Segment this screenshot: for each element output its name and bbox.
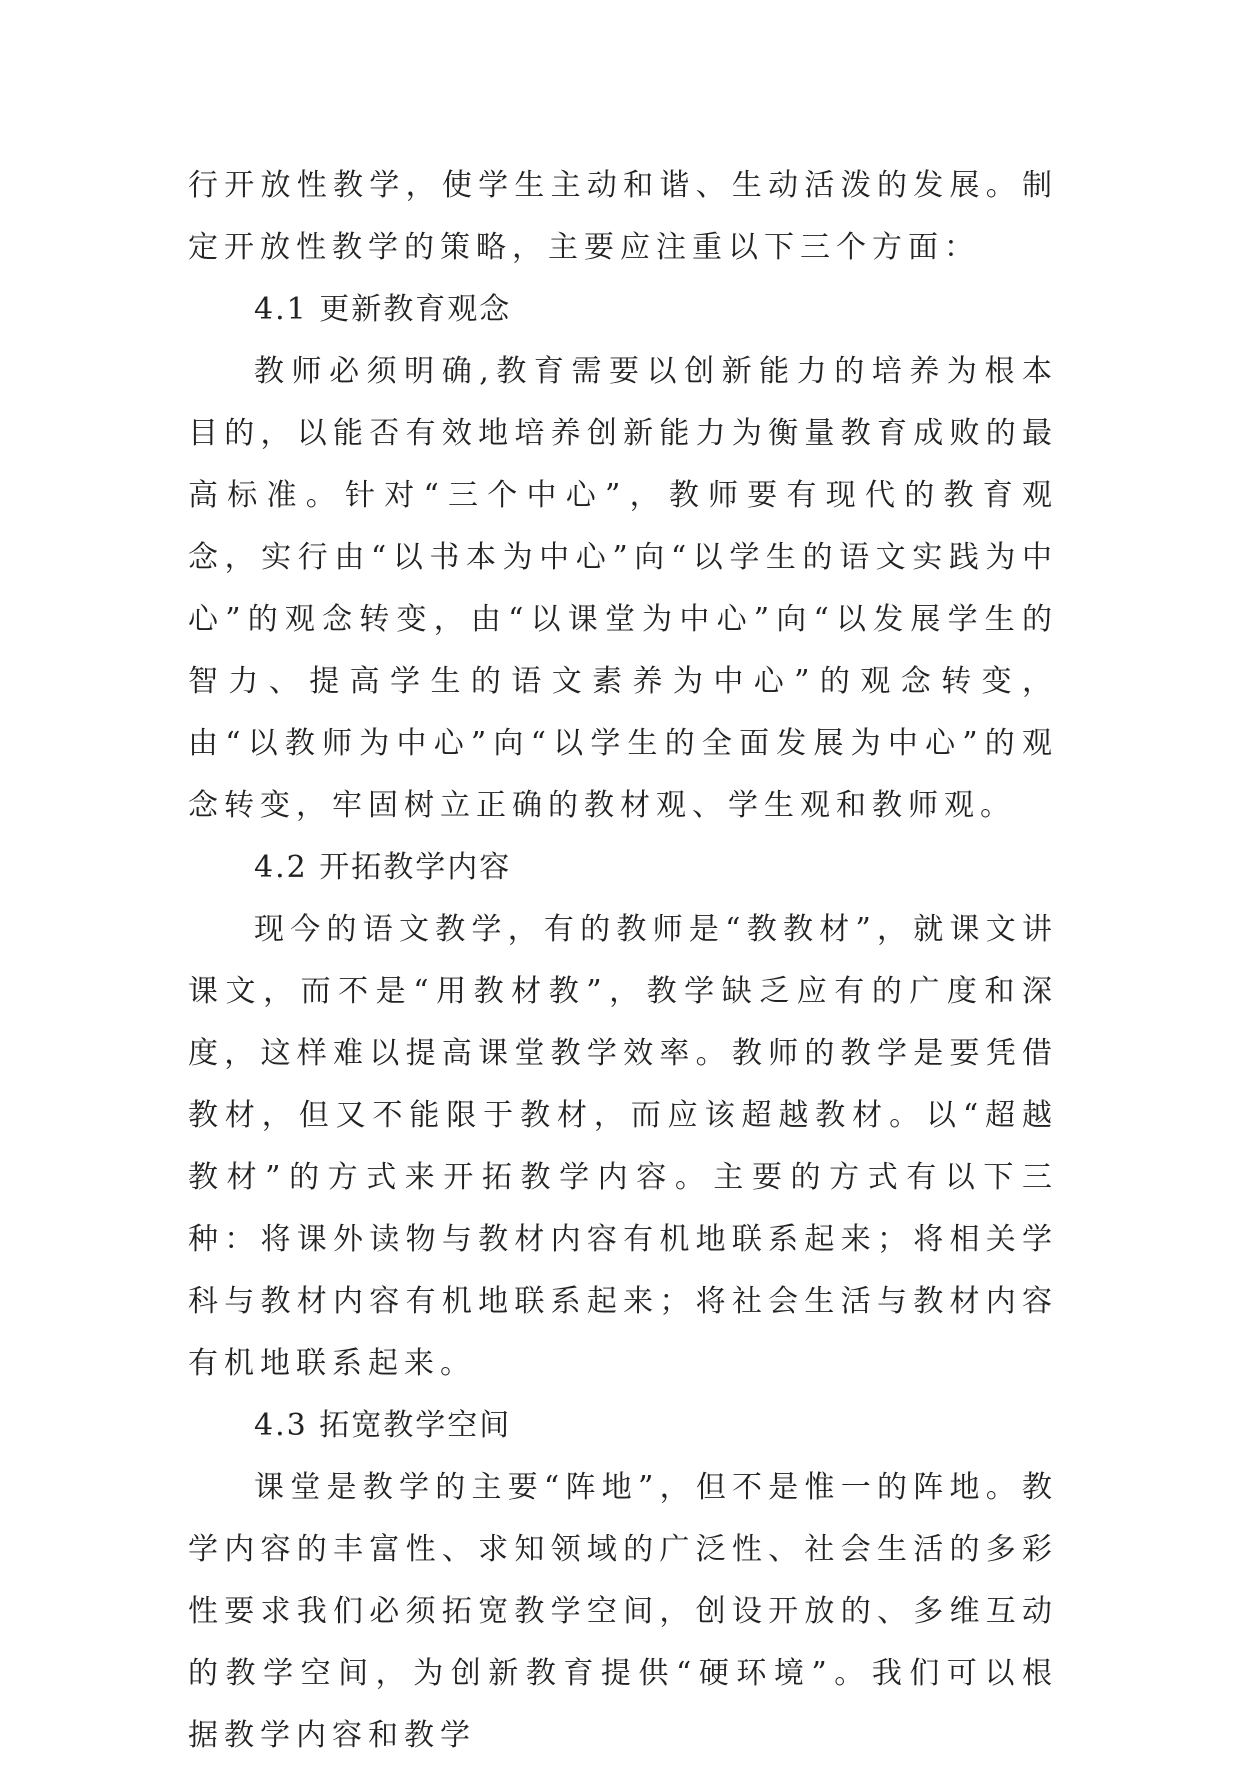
paragraph-intro: 行开放性教学，使学生主动和谐、生动活泼的发展。制定开放性教学的策略，主要应注重以下三个方面： (188, 168, 1058, 265)
paragraph-4-1: 教师必须明确,教育需要以创新能力的培养为根本目的，以能否有效地培养创新能力为衡量教育成败的最高标准。针对“三个中心”，教师要有现代的教育观念，实行由“以书本为中心”向“以学生的语文实践为中心”的观念转变，由“以课堂为中心”向“以发展学生的智力、提高学生的语文素养为中心”的观念转变，由“以教师为中心”向“以学生的全面发展为中心”的观念转变，牢固树立正确的教材观、学生观和教师观。 (188, 354, 1058, 823)
paragraph-4-3: 课堂是教学的主要“阵地”，但不是惟一的阵地。教学内容的丰富性、求知领域的广泛性、社会生活的多彩性要求我们必须拓宽教学空间，创设开放的、多维互动的教学空间，为创新教育提供“硬环境”。我们可以根据教学内容和教学 (188, 1470, 1058, 1753)
section-heading-4-2: 4.2 开拓教学内容 (254, 850, 512, 885)
section-heading-4-1: 4.1 更新教育观念 (254, 292, 512, 327)
document-body (188, 155, 1058, 1767)
section-heading-4-3: 4.3 拓宽教学空间 (254, 1408, 512, 1443)
paragraph-4-2: 现今的语文教学，有的教师是“教教材”，就课文讲课文，而不是“用教材教”，教学缺乏应有的广度和深度，这样难以提高课堂教学效率。教师的教学是要凭借教材，但又不能限于教材，而应该超越教材。以“超越教材”的方式来开拓教学内容。主要的方式有以下三种：将课外读物与教材内容有机地联系起来；将相关学科与教材内容有机地联系起来；将社会生活与教材内容有机地联系起来。 (188, 912, 1058, 1381)
